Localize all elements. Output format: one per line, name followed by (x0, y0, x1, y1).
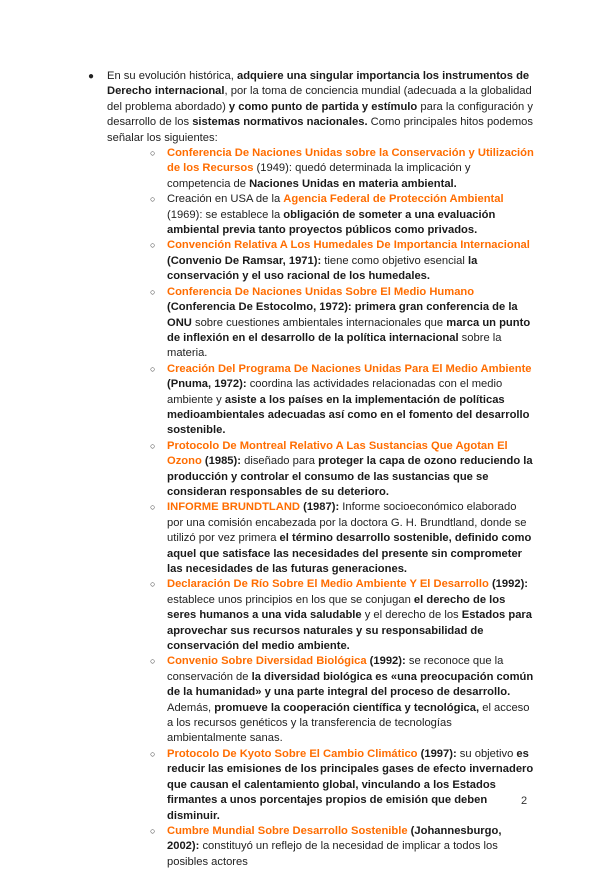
circle-bullet-icon: ○ (150, 440, 156, 451)
body-text: se reconoce que la conservación de (167, 655, 504, 683)
body-text: el acceso a los recursos genéticos y la transferencia de tecnologías ambientalmente sanas. (167, 701, 530, 745)
milestone-item (107, 285, 534, 362)
milestones-list (107, 146, 534, 870)
highlighted-title: Conferencia De Naciones Unidas sobre la Conservación y Utilización de los Recursos (167, 147, 534, 175)
milestone-item (107, 192, 534, 238)
circle-bullet-icon: ○ (150, 286, 156, 297)
body-text: diseñado para (241, 455, 319, 468)
bold-text: sistemas normativos nacionales. (192, 116, 368, 129)
circle-bullet-icon: ○ (150, 148, 156, 159)
bold-text: asiste a los países en la implementación de políticas medioambientales adecuadas así como en el fomento del desarrollo sostenible. (167, 393, 530, 437)
disc-bullet-icon: ● (88, 71, 95, 82)
main-list-item (84, 69, 534, 870)
body-text: Informe socioeconómico elaborado por una comisión encabezada por la doctora G. H. Brundtland, donde se utilizó por vez primera (167, 501, 527, 545)
body-text: constituyó un reflejo de la necesidad de implicar a todos los posibles actores (167, 840, 498, 868)
highlighted-title: Convención Relativa A Los Humedales De Importancia Internacional (167, 239, 530, 252)
milestone-item (107, 362, 534, 439)
body-text: Además, (167, 701, 215, 714)
bold-text: la diversidad biológica es «una preocupación común de la humanidad» y una parte integral del proceso de desarrollo. (167, 670, 534, 699)
body-text: sobre cuestiones ambientales internacionales que (191, 316, 447, 329)
bold-text: el término desarrollo sostenible, definido como aquel que satisface las necesidades del presente sin comprometer las necesidades de las futuras generaciones. (167, 532, 532, 575)
body-text: Como principales hitos podemos señalar los siguientes: (107, 116, 533, 144)
body-text: , por la toma de conciencia mundial (adecuada a la globalidad del problema abordado) (107, 85, 532, 113)
milestone-item (107, 500, 534, 577)
body-text: (1949): quedó determinada la implicación y competencia de (167, 162, 471, 190)
milestone-item (107, 747, 534, 824)
bold-text: proteger la capa de ozono reduciendo la producción y controlar el consumo de las sustancias que se consideran responsables de su deterioro. (167, 455, 533, 498)
circle-bullet-icon: ○ (150, 748, 156, 759)
circle-bullet-icon: ○ (150, 656, 156, 667)
page-number: 2 (521, 795, 528, 807)
bold-text: el derecho de los seres humanos a una vida saludable (167, 593, 506, 622)
milestone-item (107, 238, 534, 284)
bold-text: Estados para aprovechar sus recursos naturales y su responsabilidad de conservación del medio ambiente. (167, 609, 533, 653)
highlighted-title: Protocolo De Montreal Relativo A Las Sustancias Que Agotan El Ozono (167, 439, 508, 468)
highlighted-title: INFORME BRUNDTLAND (167, 501, 300, 514)
circle-bullet-icon: ○ (150, 502, 156, 513)
body-text: para la configuración y desarrollo de los (107, 100, 533, 129)
highlighted-title: Convenio Sobre Diversidad Biológica (167, 655, 367, 668)
body-text: En su evolución histórica, (107, 70, 237, 82)
bold-text: (1992): (366, 655, 406, 668)
highlighted-title: Cumbre Mundial Sobre Desarrollo Sostenible (167, 824, 408, 837)
body-text: (1969): se establece la (167, 208, 284, 221)
highlighted-title: Declaración De Río Sobre El Medio Ambiente Y El Desarrollo (167, 578, 489, 591)
body-text: su objetivo (456, 747, 517, 760)
bold-text: (Johannesburgo, 2002): (167, 824, 502, 853)
highlighted-title: Agencia Federal de Protección Ambiental (283, 193, 504, 206)
milestone-item (107, 824, 534, 870)
bold-text: y como punto de partida y estímulo (228, 100, 418, 113)
bold-text: (1987): (300, 501, 340, 514)
milestone-item (107, 654, 534, 746)
page-content (84, 69, 534, 870)
highlighted-title: Protocolo De Kyoto Sobre El Cambio Climático (167, 747, 418, 760)
main-list (84, 69, 534, 870)
bold-text: es reducir las emisiones de los principales gases de efecto invernadero que causan el calentamiento global, vinculando a los Estados firmantes a unos porcentajes propios de emisión que deben disminuir. (167, 747, 534, 822)
bold-text: promueve la cooperación científica y tecnológica, (214, 701, 480, 714)
milestone-item (107, 146, 534, 192)
body-text: y el derecho de los (361, 609, 462, 622)
milestone-item (107, 439, 534, 501)
highlighted-title: Creación Del Programa De Naciones Unidas Para El Medio Ambiente (167, 362, 532, 375)
bold-text: (1997): (417, 747, 457, 760)
highlighted-title: Conferencia De Naciones Unidas Sobre El Medio Humano (167, 285, 475, 298)
bold-text: Naciones Unidas en materia ambiental. (249, 177, 457, 190)
body-text: coordina las actividades relacionadas con el medio ambiente y (167, 378, 503, 406)
circle-bullet-icon: ○ (150, 240, 156, 251)
bold-text: obligación de someter a una evaluación ambiental previa tanto proyectos públicos como privados. (167, 208, 496, 237)
intro-paragraph (107, 70, 533, 144)
body-text: Creación en USA de la (167, 193, 284, 206)
bold-text: (1985): (201, 455, 241, 468)
bold-text: (Convenio De Ramsar, 1971): (167, 254, 322, 267)
circle-bullet-icon: ○ (150, 579, 156, 590)
body-text: establece unos principios en los que se conjugan (167, 593, 414, 606)
milestone-item (107, 577, 534, 654)
bold-text: adquiere una singular importancia los instrumentos de Derecho internacional (107, 70, 530, 98)
body-text: sobre la materia. (167, 331, 502, 360)
circle-bullet-icon: ○ (150, 363, 156, 374)
bold-text: la conservación y el uso racional de los humedales. (167, 254, 478, 283)
circle-bullet-icon: ○ (150, 194, 156, 205)
bold-text: (Pnuma, 1972): (167, 378, 247, 391)
bold-text: (Conferencia De Estocolmo, 1972): primera gran conferencia de la ONU (167, 301, 518, 329)
circle-bullet-icon: ○ (150, 825, 156, 836)
bold-text: (1992): (488, 578, 529, 591)
bold-text: marca un punto de inflexión en el desarrollo de la política internacional (167, 316, 531, 344)
body-text: tiene como objetivo esencial (321, 254, 468, 267)
